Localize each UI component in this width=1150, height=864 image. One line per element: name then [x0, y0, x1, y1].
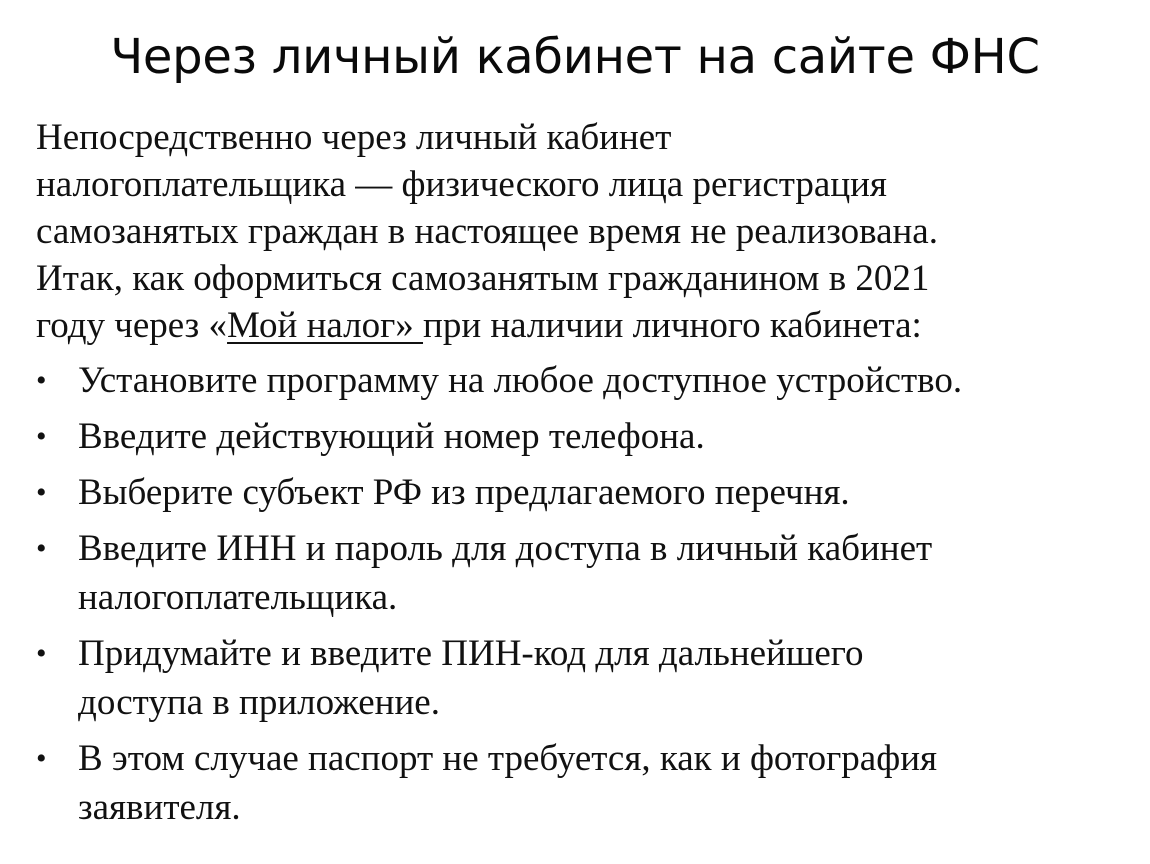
list-item — [0, 356, 1150, 405]
step-3-text: Выберите субъект РФ из предлагаемого перечня. — [78, 472, 850, 513]
intro-line-1: Непосредственно через личный кабинет — [36, 117, 672, 158]
list-item — [0, 629, 1150, 727]
step-4-text-line-2: налогоплательщика. — [78, 577, 398, 618]
intro-line-5 — [36, 302, 1126, 349]
intro-line-5-end: при наличии личного кабинета: — [423, 305, 922, 346]
bullet-icon: • — [36, 364, 47, 397]
intro-line-3: самозанятых граждан в настоящее время не реализована. — [36, 211, 938, 252]
bullet-icon: • — [36, 532, 47, 565]
intro-line-2: налогоплательщика — физического лица регистрация — [36, 164, 887, 205]
step-2-text: Введите действующий номер телефона. — [78, 416, 705, 457]
intro-line-4: Итак, как оформиться самозанятым гражданином в 2021 — [36, 258, 930, 299]
bullet-icon: • — [36, 476, 47, 509]
step-6-text-line-2: заявителя. — [78, 787, 241, 828]
moy-nalog-link[interactable]: Мой налог» — [227, 305, 424, 346]
slide-title: Через личный кабинет на сайте ФНС — [110, 29, 1040, 85]
step-4-text-line-1: Введите ИНН и пароль для доступа в личный кабинет — [78, 528, 933, 569]
bullet-icon: • — [36, 637, 47, 670]
list-item — [0, 734, 1150, 832]
bullet-icon: • — [36, 742, 47, 775]
step-6-text-line-1: В этом случае паспорт не требуется, как и фотография — [78, 738, 938, 779]
list-item — [0, 468, 1150, 517]
step-5-text-line-2: доступа в приложение. — [78, 682, 440, 723]
list-item — [0, 524, 1150, 622]
steps-list — [0, 356, 1150, 839]
intro-line-5-start: году через « — [36, 305, 228, 346]
bullet-icon: • — [36, 420, 47, 453]
step-5-text-line-1: Придумайте и введите ПИН-код для дальнейшего — [78, 633, 864, 674]
intro-paragraph — [36, 114, 1126, 349]
step-1-text: Установите программу на любое доступное устройство. — [78, 360, 963, 401]
list-item — [0, 412, 1150, 461]
